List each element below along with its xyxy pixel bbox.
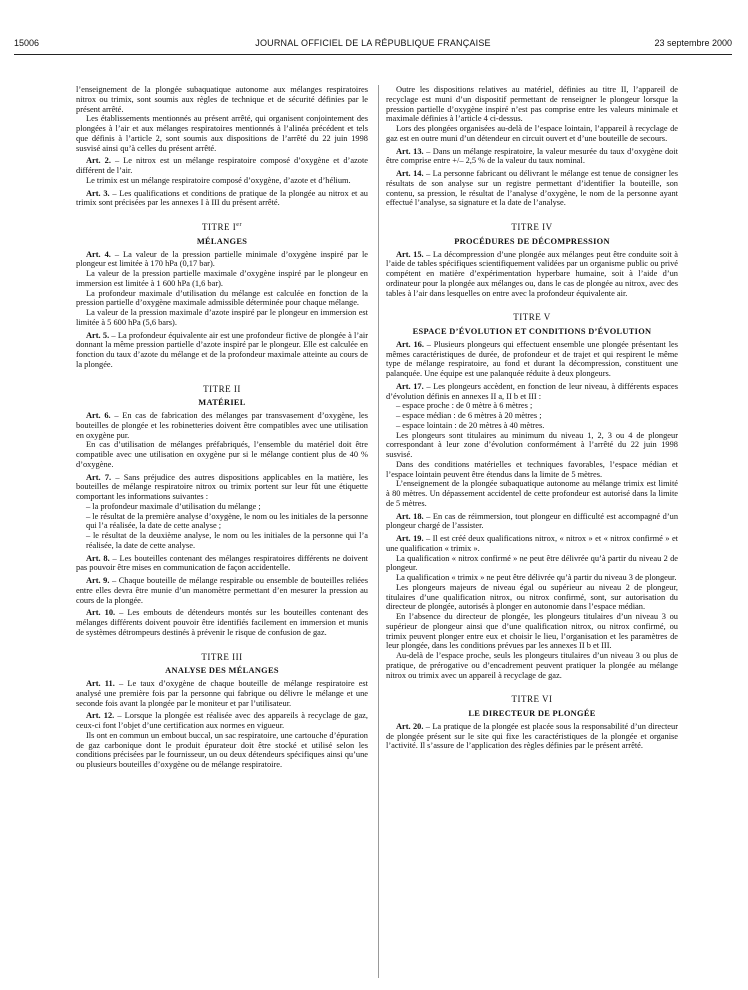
article-label: Art. 19. [396, 534, 424, 543]
titre-heading: TITRE III [201, 651, 243, 662]
article-text: – En cas de réimmersion, tout plongeur en difficulté est accompagné d’un plongeur chargé de l’assister. [386, 511, 678, 531]
paragraph: La qualification « trimix » ne peut être délivrée qu’à partir du niveau 3 de plongeur. [396, 573, 677, 582]
article-text: – La personne fabricant ou délivrant le mélange est tenue de consigner les résultats de son analyse sur un registre permettant d’identifier la bouteille, son contenu, sa pression, le résultat de l’analyse d’oxygène, le nom de la personne ayant effectué l’analyse, sa signature et la date de l’analyse. [386, 169, 678, 208]
article-text: – Chaque bouteille de mélange respirable ou ensemble de bouteilles reliées entre elles devra être munie d’un manomètre permettant d’en mesurer la pression au cours de la plongée. [76, 576, 368, 605]
article-9 [76, 576, 368, 605]
article-label: Art. 2. [86, 156, 111, 166]
article-label: Art. 10. [86, 608, 116, 618]
header-rule [14, 54, 732, 55]
article-text: – Le taux d’oxygène de chaque bouteille de mélange respiratoire est analysé une première fois par la personne qui fabrique ou délivre le mélange et une seconde fois avant la plongée par le moniteur et par l’utilisateur. [76, 679, 368, 708]
article-label: Art. 14. [396, 169, 424, 178]
paragraph: Dans des conditions matérielles et techniques favorables, l’espace médian et l’espace lointain peuvent être étendus dans la limite de 5 mètres. [386, 459, 678, 479]
article-text: – Les qualifications et conditions de pratique de la plongée au nitrox et au trimix sont précisées par les annexes I à III du présent arrêté. [76, 188, 368, 208]
titre-heading: TITRE V [513, 312, 551, 323]
paragraph: La qualification « nitrox confirmé » ne peut être délivrée qu’à partir du niveau 2 de plongeur. [386, 553, 678, 573]
paragraph: La valeur de la pression maximale d’azote inspiré par le plongeur en immersion est limitée à 5 600 hPa (5,6 bars). [76, 308, 368, 327]
paragraph: l’enseignement de la plongée subaquatique autonome aux mélanges respiratoires nitrox ou trimix, sont soumis aux règles de technique et de sécurité définies par le présent arrêté. [76, 85, 368, 114]
page-header [14, 38, 732, 52]
column-divider [378, 85, 379, 978]
paragraph: Lors des plongées organisées au-delà de l’espace lointain, l’appareil à recyclage de gaz est en outre muni d’un détendeur en circuit ouvert et d’une bouteille de secours. [386, 124, 678, 143]
article-17 [386, 382, 678, 402]
titre-heading [76, 223, 368, 233]
article-label: Art. 15. [396, 249, 424, 259]
article-16 [386, 340, 678, 379]
titre-subtitle: ESPACE D’ÉVOLUTION ET CONDITIONS D’ÉVOLUTION [412, 327, 652, 336]
paragraph: En l’absence du directeur de plongée, les plongeurs titulaires d’un niveau 3 ou supérieur de plongeur ainsi que d’une qualification nitrox, ou nitrox confirmé, ou trimix peuvent plonger entre eux et choisir le lieu, l’organisation et les paramètres de leur plongée, dans les conditions prévues par les annexes II b et III. [386, 612, 678, 651]
paragraph: Les établissements mentionnés au présent arrêté, qui organisent conjointement des plongées à l’air et aux mélanges respiratoires mentionnés à l’alinéa précédent et tels que définis à l’article 2, sont soumis aux dispositions de l’arrêté du 22 juin 1998 susvisé ainsi qu’à celles du présent arrêté. [76, 114, 368, 153]
article-10 [76, 608, 368, 637]
article-label: Art. 13. [396, 146, 424, 156]
article-14 [386, 169, 678, 208]
article-text: – La valeur de la pression partielle minimale d’oxygène inspiré par le plongeur est limitée à 170 hPa (0,17 bar). [76, 249, 368, 269]
article-13 [386, 147, 678, 167]
article-20 [386, 722, 678, 751]
article-12 [76, 711, 368, 731]
paragraph: Outre les dispositions relatives au matériel, définies au titre II, l’appareil de recyclage est muni d’un dispositif permettant de renseigner le plongeur lorsque la pression partielle d’oxygène inspiré n’est pas comprise entre les valeurs minimale et maximale définies à l’article 4 ci-dessus. [386, 85, 678, 124]
titre-subtitle: PROCÉDURES DE DÉCOMPRESSION [454, 236, 610, 246]
article-label: Art. 20. [396, 721, 424, 731]
titre-heading: TITRE II [203, 383, 241, 394]
journal-title: JOURNAL OFFICIEL DE LA RÉPUBLIQUE FRANÇAISE [255, 38, 491, 48]
paragraph: L’enseignement de la plongée subaquatique autonome au mélange trimix est limité à 80 mètres. Un dépassement accidentel de cette profondeur est autorisé dans la limite de 5 mètres. [386, 479, 678, 508]
article-18 [386, 512, 678, 532]
list-item: – le résultat de la deuxième analyse, le nom ou les initiales de la personne qui l’a réalisée, la date de cette analyse. [86, 531, 368, 550]
article-text: – Sans préjudice des autres dispositions applicables en la matière, les bouteilles de mélange respiratoire nitrox ou trimix portent sur leur fût une étiquette comportant les informations suivantes : [76, 472, 368, 501]
titre-subtitle: ANALYSE DES MÉLANGES [165, 666, 279, 676]
titre-heading: TITRE VI [511, 694, 553, 705]
article-5 [76, 331, 368, 370]
article-text: – Plusieurs plongeurs qui effectuent ensemble une plongée présentant les mêmes caractéristiques de durée, de profondeur et de trajet et qui respirent le même type de mélange respiratoire, au fond et durant la décompression, constituent une palanquée. Une équipe est une palanquée réduite à deux plongeurs. [386, 339, 678, 378]
paragraph: Les plongeurs majeurs de niveau égal ou supérieur au niveau 2 de plongeur, titulaires d’une qualification nitrox, ou nitrox confirmé, sont, sur autorisation du directeur de plongée, autorisés à plonger en autonomie dans l’espace médian. [386, 582, 678, 612]
article-4 [76, 250, 368, 270]
article-label: Art. 16. [396, 339, 424, 349]
list-item: – espace lointain : de 20 mètres à 40 mètres. [396, 420, 545, 430]
article-text: – Dans un mélange respiratoire, la valeur mesurée du taux d’oxygène doit être comprise entre +/– 2,5 % de la valeur du taux nominal. [386, 146, 678, 166]
list-item: – la profondeur maximale d’utilisation du mélange ; [86, 501, 261, 511]
article-text: – En cas de fabrication des mélanges par transvasement d’oxygène, les bouteilles de plongée et les robinetteries doivent être compatibles avec une utilisation en oxygène pur. [76, 411, 368, 440]
article-label: Art. 6. [86, 411, 111, 420]
article-text: – La décompression d’une plongée aux mélanges peut être conduite soit à l’aide de tables spécifiques scientifiquement validées par un organisme public ou privé compétent en matière d’expérimentation hyperbare humaine, soit à l’aide d’un ordinateur pour la plongée aux mélanges ou, dans le cas de plongée au nitrox, avec des tables à l’air dans lesquelles on entre avec la profondeur équivalente air. [386, 249, 678, 298]
article-text: – Les embouts de détendeurs montés sur les bouteilles contenant des mélanges différents doivent pouvoir être identifiés facilement en immersion et munis de systèmes détrompeurs destinés à prévenir le risque de confusion de gaz. [76, 608, 368, 637]
article-text: – Il est créé deux qualifications nitrox, « nitrox » et « nitrox confirmé » et une qualification « trimix ». [386, 534, 678, 553]
page-number: 15006 [14, 38, 40, 48]
article-6 [76, 411, 368, 440]
article-label: Art. 4. [86, 249, 111, 259]
article-label: Art. 5. [86, 330, 110, 340]
paragraph: Les plongeurs sont titulaires au minimum du niveau 1, 2, 3 ou 4 de plongeur correspondant à leur zone d’évolution conformément à l’arrêté du 22 juin 1998 susvisé. [386, 430, 678, 459]
titre-heading: TITRE IV [511, 222, 553, 232]
article-11 [76, 679, 368, 708]
titre-subtitle: MATÉRIEL [198, 398, 246, 408]
paragraph: La profondeur maximale d’utilisation du mélange est calculée en fonction de la pression partielle d’oxygène maximale admissible déterminée pour chaque mélange. [76, 288, 368, 308]
article-3 [76, 189, 368, 209]
article-label: Art. 9. [86, 576, 110, 585]
article-label: Art. 12. [86, 711, 115, 721]
article-19 [386, 534, 678, 554]
article-label: Art. 3. [86, 188, 110, 198]
paragraph: Ils ont en commun un embout buccal, un sac respiratoire, une cartouche d’épuration de gaz carbonique dont le produit épurateur doit être stocké et utilisé selon les conditions précisées par le fournisseur, un ou deux détendeurs spécifiques ainsi qu’une ou plusieurs bouteilles d’oxygène ou de mélange respiratoire. [76, 730, 368, 769]
titre-subtitle: MÉLANGES [196, 236, 248, 246]
article-text: – Les bouteilles contenant des mélanges respiratoires différents ne doivent pas pouvoir être mises en communication de façon accidentelle. [76, 553, 368, 573]
titre-superscript: er [236, 222, 242, 228]
article-2 [76, 156, 368, 176]
article-label: Art. 11. [86, 679, 115, 688]
list-item: – espace proche : de 0 mètre à 6 mètres ; [396, 401, 533, 411]
titre-subtitle: LE DIRECTEUR DE PLONGÉE [468, 709, 596, 718]
article-text: – La pratique de la plongée est placée sous la responsabilité d’un directeur de plongée présent sur le site qui fixe les caractéristiques de la plongée et organise l’activité. Il s’assure de l’application des règles définies par le présent arrêté. [386, 721, 678, 751]
publication-date: 23 septembre 2000 [654, 38, 732, 48]
article-text: – Les plongeurs accèdent, en fonction de leur niveau, à différents espaces d’évolution définis en annexes II a, II b et III : [386, 381, 678, 401]
right-column [386, 85, 678, 978]
left-column [76, 85, 368, 978]
article-15 [386, 250, 678, 299]
article-text: – La profondeur équivalente air est une profondeur fictive de plongée à l’air donnant la même pression partielle d’azote inspiré par le plongeur. Elle est calculée en fonction du taux d’azote du mélange et de la profondeur maximale atteinte au cours de la plongée. [76, 330, 368, 369]
article-label: Art. 18. [396, 511, 424, 521]
paragraph: Au-delà de l’espace proche, seuls les plongeurs titulaires d’un niveau 3 ou plus de pratique, de prérogative ou d’encadrement peuvent pratiquer la plongée au mélange nitrox ou trimix avec un appareil à recyclage de gaz. [386, 651, 678, 680]
article-label: Art. 8. [86, 553, 110, 563]
paragraph: La valeur de la pression partielle maximale d’oxygène inspiré par le plongeur en immersion est limitée à 1 600 hPa (1,6 bar). [76, 269, 368, 288]
paragraph: En cas d’utilisation de mélanges préfabriqués, l’ensemble du matériel doit être compatible avec une utilisation en oxygène pur si le mélange contient plus de 40 % d’oxygène. [76, 440, 368, 469]
article-text: – Le nitrox est un mélange respiratoire composé d’oxygène et d’azote différent de l’air. [76, 156, 368, 175]
article-7 [76, 473, 368, 502]
article-label: Art. 7. [86, 472, 112, 482]
article-label: Art. 17. [396, 381, 424, 391]
titre-number: TITRE I [202, 222, 237, 232]
list-item: – le résultat de la première analyse d’oxygène, le nom ou les initiales de la personne qui l’a réalisée, la date de cette analyse ; [86, 511, 368, 531]
paragraph: Le trimix est un mélange respiratoire composé d’oxygène, d’azote et d’hélium. [86, 175, 351, 185]
article-8 [76, 554, 368, 574]
article-text: – Lorsque la plongée est réalisée avec des appareils à recyclage de gaz, ceux-ci font l’objet d’une certification aux normes en vigueur. [76, 711, 368, 730]
list-item: – espace médian : de 6 mètres à 20 mètres ; [396, 411, 542, 420]
